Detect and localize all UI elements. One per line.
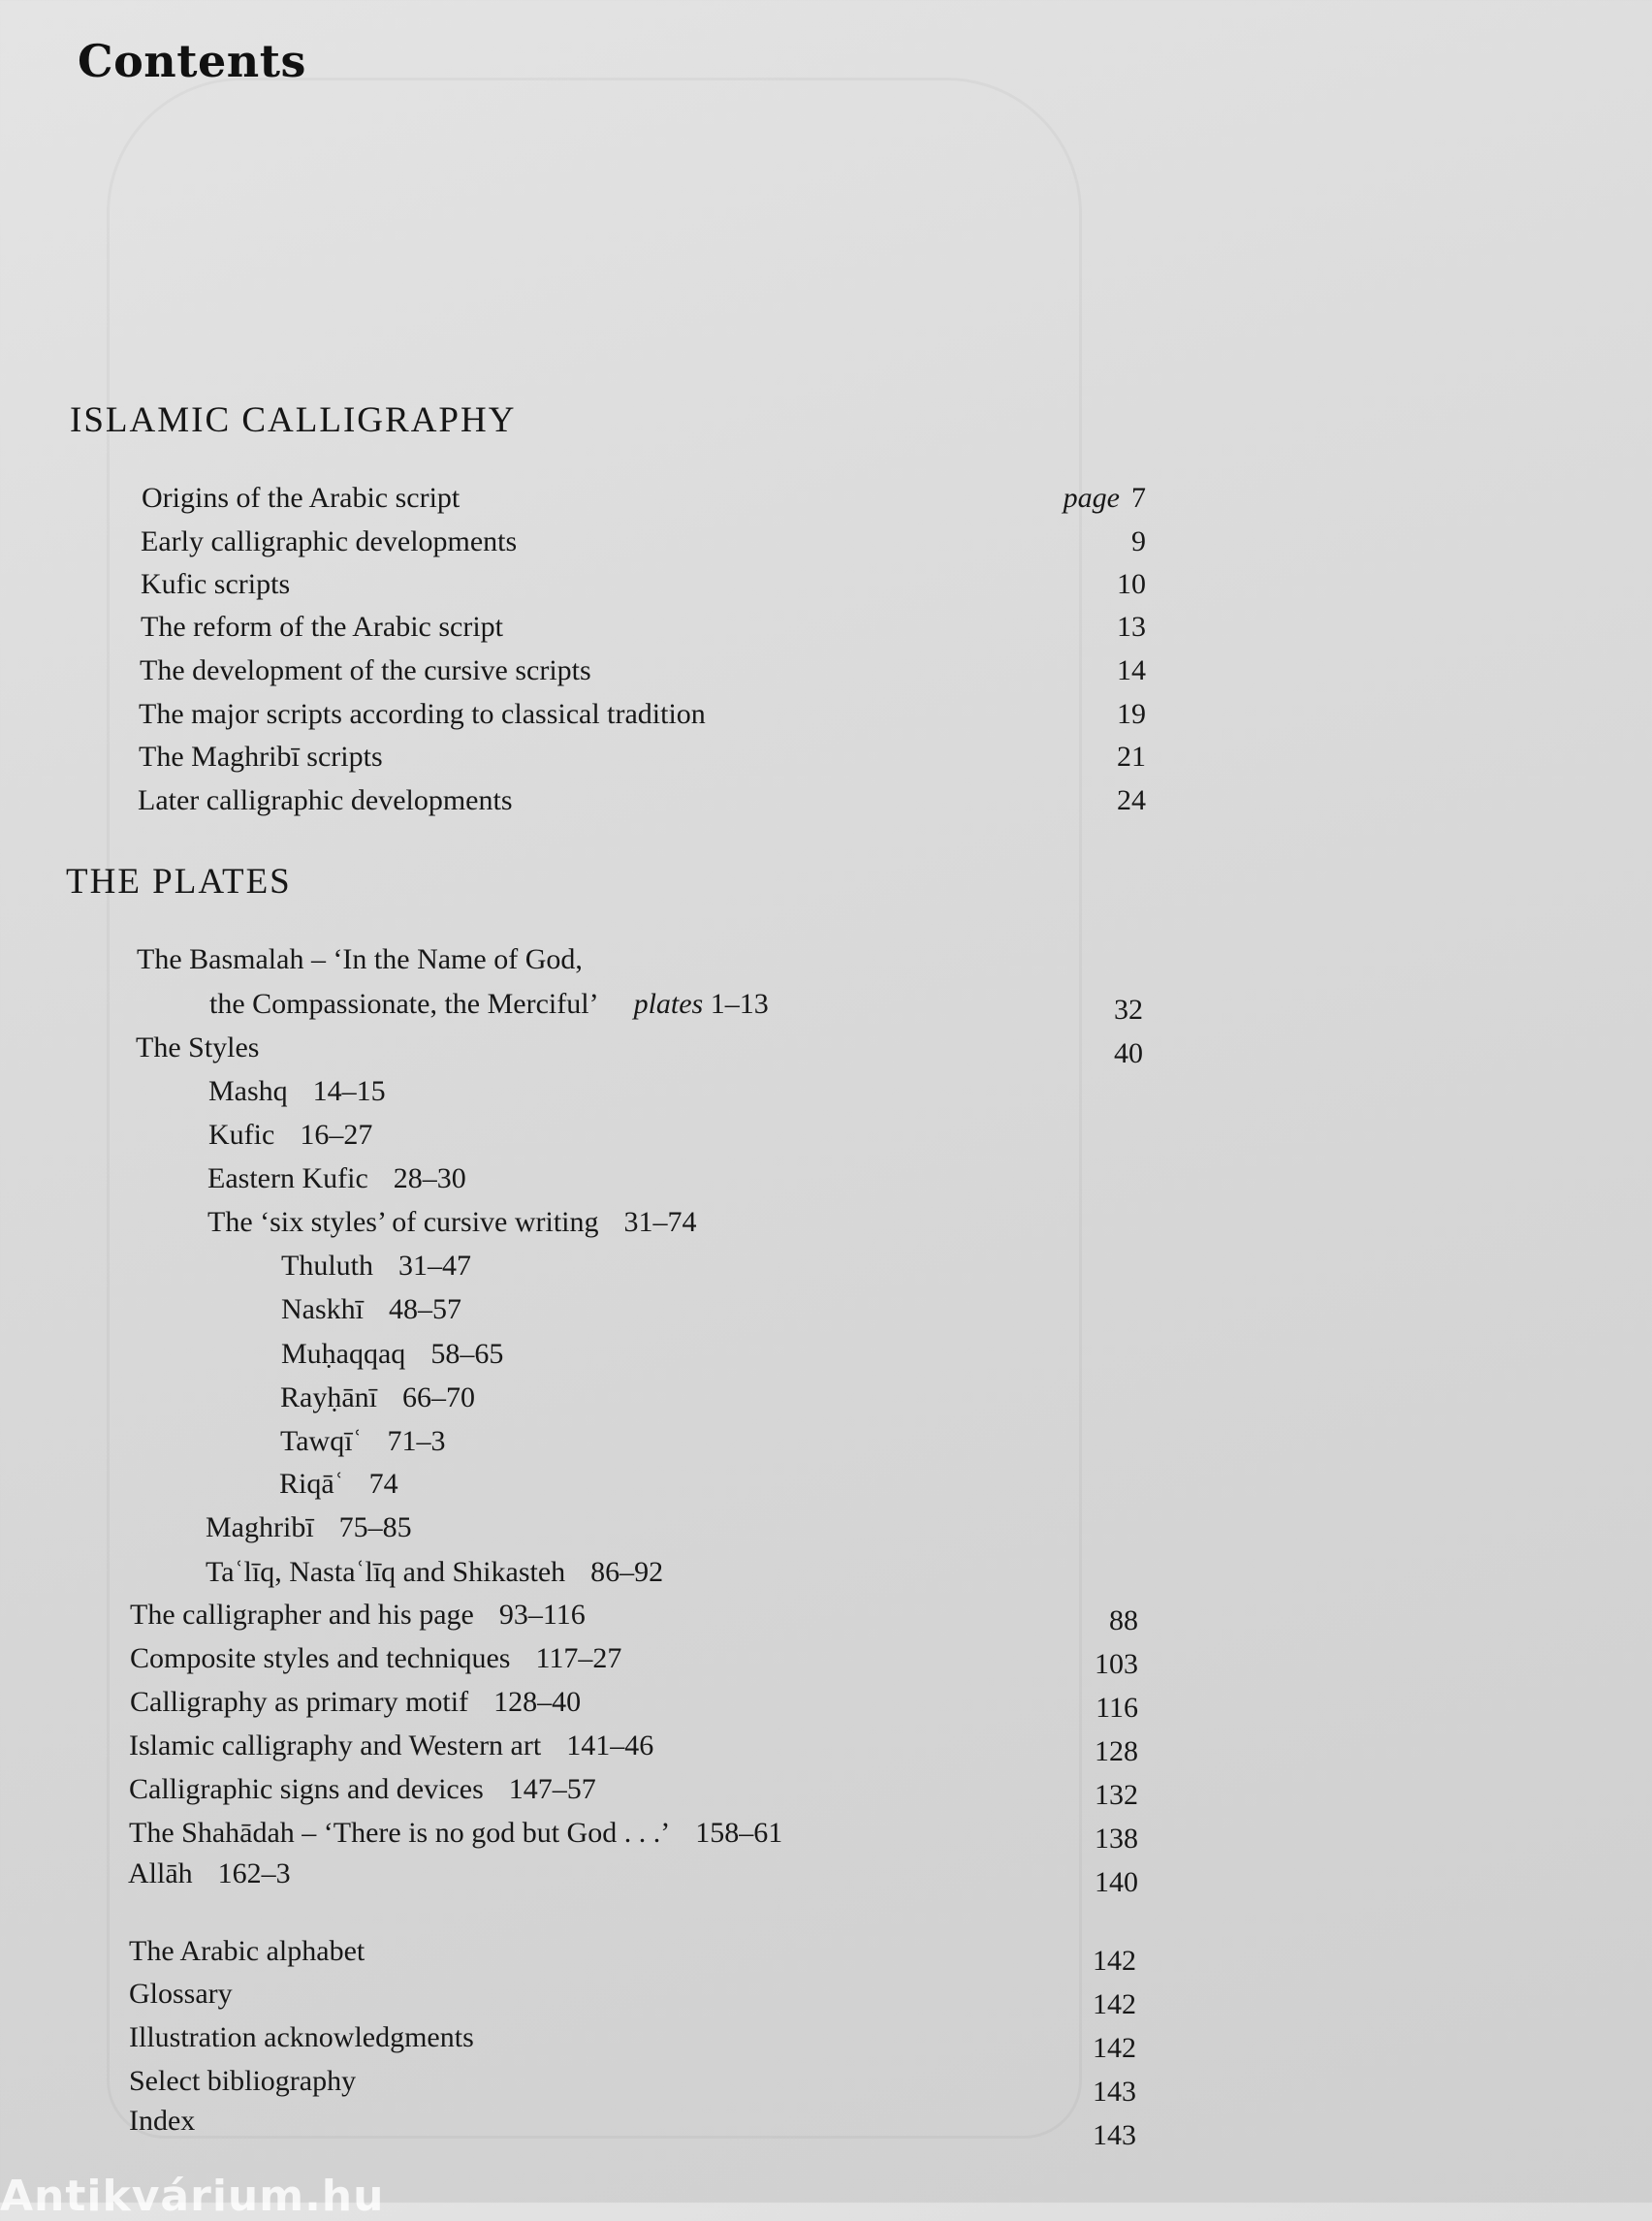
toc-entry-label: The Basmalah – ‘In the Name of God, (137, 943, 583, 975)
toc-subsubentry (280, 1424, 446, 1459)
plate-range: 141–46 (566, 1729, 654, 1761)
subentry-label: Thuluth (281, 1250, 373, 1282)
toc-entry-label (209, 987, 769, 1022)
toc-entry-page: 13 (1117, 611, 1146, 643)
toc-subentry (208, 1118, 372, 1153)
toc-entry (128, 1856, 291, 1891)
toc-entry-page: 142 (1093, 2032, 1136, 2064)
toc-entry-page: 116 (1096, 1692, 1138, 1724)
toc-subentry (207, 1161, 466, 1196)
toc-entry-label: The Maghribī scripts (139, 741, 383, 773)
toc-page-number: 7 (1131, 482, 1146, 514)
plates-label: plates (633, 988, 704, 1020)
plate-range: 93–116 (498, 1599, 586, 1631)
watermark: Antikvárium.hu (0, 2172, 385, 2221)
toc-entry-label: Kufic scripts (141, 568, 291, 600)
toc-entry-page: 21 (1117, 741, 1146, 773)
toc-subsubentry (281, 1292, 461, 1327)
toc-entry (130, 1685, 581, 1720)
plate-range: 147–57 (508, 1773, 596, 1805)
page-title: Contents (78, 35, 306, 87)
toc-entry-label: The reform of the Arabic script (141, 611, 504, 643)
toc-entry-page: 128 (1095, 1735, 1138, 1767)
subentry-label: Mashq (208, 1075, 288, 1107)
plate-range: 1–13 (710, 988, 769, 1020)
toc-entry-label: Glossary (129, 1978, 233, 2010)
toc-entry-continuation: the Compassionate, the Merciful’ (209, 988, 599, 1020)
toc-entry-page: 142 (1093, 1945, 1136, 1977)
subentry-label: Rayḥānī (280, 1381, 377, 1413)
subentry-label: Tawqīʿ (280, 1425, 363, 1457)
subentry-label: Eastern Kufic (207, 1162, 368, 1194)
toc-entry-label: The Shahādah – ‘There is no god but God . . .’ (129, 1817, 671, 1849)
plate-range: 128–40 (493, 1686, 582, 1718)
toc-entry-label: Calligraphy as primary motif (130, 1686, 469, 1718)
plate-range: 117–27 (535, 1642, 622, 1674)
toc-subentry (206, 1555, 663, 1590)
toc-entry-label: The major scripts according to classical tradition (139, 698, 706, 730)
toc-entry-page: 143 (1093, 2119, 1136, 2151)
section-heading-the-plates: THE PLATES (66, 862, 292, 902)
toc-entry-label: Index (129, 2105, 196, 2137)
toc-entry-label: Select bibliography (129, 2065, 357, 2097)
toc-entry-page: 140 (1095, 1866, 1138, 1898)
toc-entry-label: Allāh (128, 1857, 193, 1889)
toc-entry-page: 88 (1109, 1604, 1138, 1636)
toc-subentry (206, 1510, 412, 1545)
plate-range: 58–65 (430, 1338, 504, 1370)
toc-entry (129, 1772, 596, 1807)
toc-entry-label: Illustration acknowledgments (129, 2021, 474, 2053)
plate-range: 14–15 (312, 1075, 386, 1107)
page-label: page (1063, 482, 1120, 514)
toc-subsubentry (281, 1337, 503, 1372)
plate-range: 66–70 (401, 1381, 475, 1413)
toc-entry (129, 1729, 653, 1763)
toc-entry-label: The Styles (136, 1031, 260, 1063)
toc-entry-label: The Arabic alphabet (129, 1935, 365, 1967)
plate-range: 74 (368, 1468, 398, 1500)
plate-range: 16–27 (300, 1119, 373, 1151)
toc-entry-page: 103 (1095, 1648, 1138, 1680)
subentry-label: The ‘six styles’ of cursive writing (207, 1206, 599, 1238)
toc-entry-page: 19 (1117, 698, 1146, 730)
plate-range: 162–3 (217, 1857, 291, 1889)
toc-entry-page: 142 (1093, 1988, 1136, 2020)
section-heading-islamic-calligraphy: ISLAMIC CALLIGRAPHY (70, 400, 517, 440)
plate-range: 75–85 (338, 1511, 412, 1543)
toc-subsubentry (281, 1249, 471, 1284)
subentry-label: Kufic (208, 1119, 275, 1151)
plate-range: 86–92 (590, 1556, 664, 1588)
plate-range: 48–57 (389, 1293, 461, 1325)
toc-entry-page: 24 (1117, 784, 1146, 816)
subentry-label: Maghribī (206, 1511, 314, 1543)
plate-range: 71–3 (387, 1425, 446, 1457)
toc-entry-page: 132 (1095, 1779, 1138, 1811)
plate-range: 31–74 (623, 1206, 697, 1238)
plate-range: 28–30 (393, 1162, 466, 1194)
toc-entry-label: The development of the cursive scripts (140, 654, 591, 686)
toc-subsubentry (280, 1380, 475, 1415)
toc-entry (129, 1816, 782, 1851)
toc-entry-page: 143 (1093, 2076, 1136, 2108)
toc-entry-label: Composite styles and techniques (130, 1642, 511, 1674)
toc-entry-page: 40 (1114, 1037, 1143, 1069)
toc-entry-page: 9 (1131, 525, 1146, 557)
plate-range: 31–47 (398, 1250, 471, 1282)
toc-entry (130, 1598, 586, 1633)
toc-subentry (207, 1205, 697, 1240)
toc-entry-page: 32 (1114, 994, 1143, 1026)
subentry-label: Taʿlīq, Nastaʿlīq and Shikasteh (206, 1556, 566, 1588)
subentry-label: Riqāʿ (279, 1468, 344, 1500)
toc-entry-label: The calligrapher and his page (130, 1599, 474, 1631)
toc-entry-page: 10 (1117, 568, 1146, 600)
toc-entry-label: Early calligraphic developments (141, 525, 518, 557)
toc-entry-label: Origins of the Arabic script (142, 482, 461, 514)
toc-subsubentry (279, 1467, 398, 1502)
toc-entry-label: Calligraphic signs and devices (129, 1773, 484, 1805)
toc-subentry (208, 1074, 386, 1109)
toc-entry-page (952, 481, 1146, 516)
subentry-label: Muḥaqqaq (281, 1338, 406, 1370)
plate-range: 158–61 (695, 1817, 783, 1849)
toc-entry (130, 1641, 621, 1676)
subentry-label: Naskhī (281, 1293, 364, 1325)
toc-entry-page: 14 (1117, 654, 1146, 686)
toc-entry-label: Islamic calligraphy and Western art (129, 1729, 542, 1761)
toc-entry-label: Later calligraphic developments (138, 784, 513, 816)
toc-entry-page: 138 (1095, 1823, 1138, 1855)
